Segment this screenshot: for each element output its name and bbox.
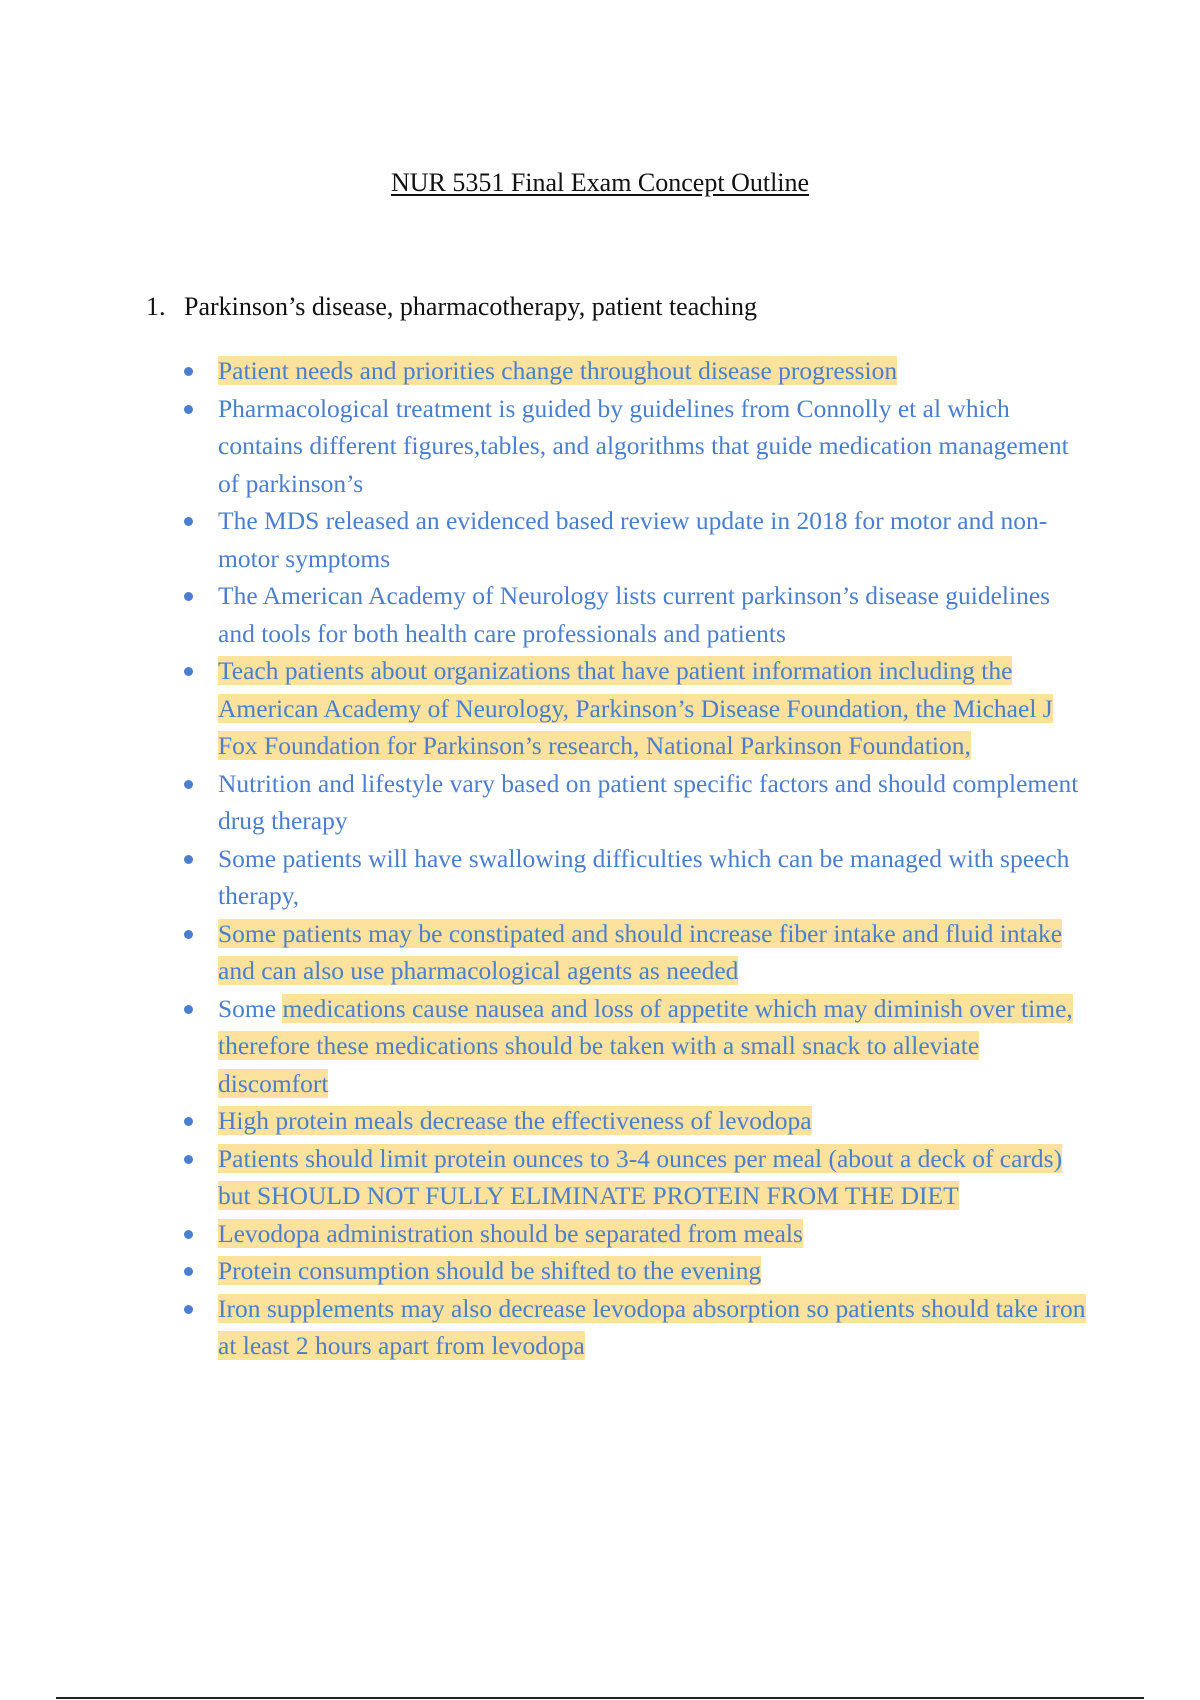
highlighted-text: medications cause nausea and loss of appetite which may diminish over time, therefore these medications should be taken with a small snack to alleviate discomfort (218, 993, 1073, 1098)
section-heading-text: Parkinson’s disease, pharmacotherapy, patient teaching (184, 292, 758, 321)
bullet-icon (184, 780, 193, 789)
list-item-text: The MDS released an evidenced based review update in 2018 for motor and non-motor symptoms (218, 506, 1048, 573)
page-title-text: NUR 5351 Final Exam Concept Outline (390, 168, 810, 197)
list-item (180, 390, 1090, 503)
highlighted-text: Some patients may be constipated and should increase fiber intake and fluid intake and can also use pharmacological agents as needed (218, 918, 1063, 985)
bullet-icon (184, 1117, 193, 1126)
page-title (0, 168, 1200, 198)
list-item (180, 915, 1090, 990)
list-item (180, 352, 1090, 390)
list-item-text: Nutrition and lifestyle vary based on patient specific factors and should complement drug therapy (218, 768, 1079, 835)
list-item (180, 990, 1090, 1103)
list-item (180, 840, 1090, 915)
bullet-icon (184, 1267, 193, 1276)
bullet-list (180, 352, 1090, 1365)
bullet-icon (184, 405, 193, 414)
list-item-text: Pharmacological treatment is guided by guidelines from Connolly et al which contains different figures,tables, and algorithms that guide medication management of parkinson’s (218, 393, 1069, 498)
highlighted-text: High protein meals decrease the effectiveness of levodopa (218, 1106, 812, 1135)
bullet-icon (184, 367, 193, 376)
list-item (180, 577, 1090, 652)
highlighted-text: Teach patients about organizations that have patient information including the American Academy of Neurology, Parkinson’s Disease Foundation, the Michael J Fox Foundation for Parkinson’s research, National Parkinson Foundation, (218, 656, 1053, 760)
highlighted-text: Patients should limit protein ounces to 3-4 ounces per meal (about a deck of cards) but SHOULD NOT FULLY ELIMINATE PROTEIN FROM THE DIET (218, 1143, 1063, 1210)
bullet-icon (184, 667, 193, 676)
highlighted-text: Levodopa administration should be separated from meals (218, 1218, 803, 1248)
highlighted-text: Protein consumption should be shifted to the evening (218, 1256, 762, 1285)
bullet-icon (184, 855, 193, 864)
list-item (180, 502, 1090, 577)
list-item-text: The American Academy of Neurology lists current parkinson’s disease guidelines and tools for both health care professionals and patients (218, 581, 1051, 648)
list-item-text: Some (218, 993, 283, 1023)
highlighted-text: Patient needs and priorities change throughout disease progression (218, 356, 898, 385)
highlighted-text: Iron supplements may also decrease levodopa absorption so patients should take iron at least 2 hours apart from levodopa (218, 1293, 1086, 1360)
bullet-icon (184, 1005, 193, 1014)
list-item (180, 1290, 1090, 1365)
section-heading (146, 292, 757, 322)
list-item (180, 1215, 1090, 1253)
bullet-icon (184, 1230, 193, 1239)
bullet-icon (184, 1305, 193, 1314)
list-item-text: Some patients will have swallowing difficulties which can be managed with speech therapy, (218, 843, 1070, 910)
bullet-icon (184, 517, 193, 526)
page-bottom-divider (56, 1697, 1144, 1699)
bullet-icon (184, 930, 193, 939)
bullet-icon (184, 1155, 193, 1164)
section-number: 1. (146, 292, 166, 321)
list-item (180, 1140, 1090, 1215)
bullet-icon (184, 592, 193, 601)
list-item (180, 1252, 1090, 1290)
list-item (180, 1102, 1090, 1140)
list-item (180, 765, 1090, 840)
list-item (180, 652, 1090, 765)
